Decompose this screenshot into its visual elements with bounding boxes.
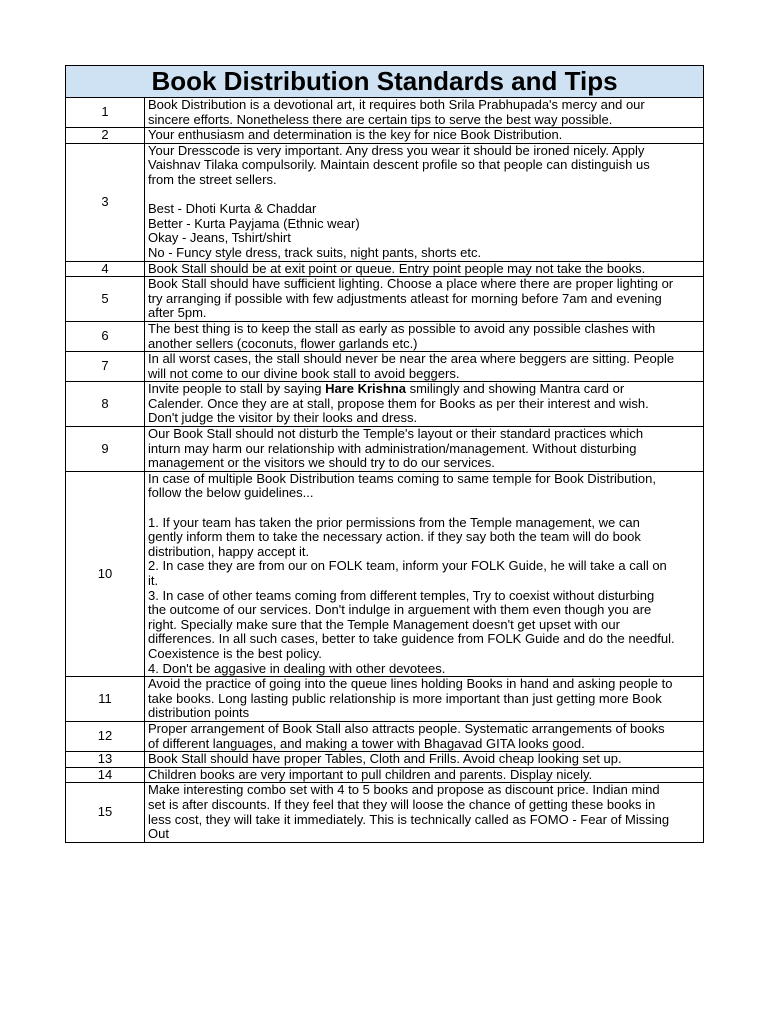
tip-line: sincere efforts. Nonetheless there are certain tips to serve the best way possible. [148, 111, 613, 127]
tip-line: set is after discounts. If they feel that they will loose the chance of getting these books in [148, 796, 656, 812]
tip-text [145, 143, 704, 261]
tip-text [145, 783, 704, 842]
tip-line: Out [148, 826, 169, 842]
tip-line: follow the below guidelines... [148, 485, 314, 501]
tip-line: another sellers (coconuts, flower garlands etc.) [148, 335, 418, 351]
table-row [66, 321, 704, 351]
tip-text [145, 277, 704, 322]
row-number: 3 [66, 143, 145, 261]
tip-line: Book Distribution is a devotional art, it requires both Srila Prabhupada's mercy and our [148, 97, 645, 112]
tip-line: distribution points [148, 705, 250, 721]
tip-text [145, 382, 704, 427]
tip-line: 2. In case they are from our on FOLK team, inform your FOLK Guide, he will take a call on [148, 558, 667, 574]
tip-line: management or the visitors we should try to do our services. [148, 455, 495, 471]
tip-text [145, 261, 704, 277]
row-number: 9 [66, 427, 145, 472]
tips-table [65, 65, 704, 843]
table-row [66, 98, 704, 128]
tip-line: Your enthusiasm and determination is the key for nice Book Distribution. [148, 127, 563, 143]
tip-text [145, 752, 704, 768]
tip-line: Don't judge the visitor by their looks and dress. [148, 410, 418, 426]
tip-line: Best - Dhoti Kurta & Chaddar [148, 201, 317, 217]
table-row [66, 277, 704, 322]
tip-text [145, 352, 704, 382]
tip-line [148, 501, 701, 516]
tip-line: of different languages, and making a tower with Bhagavad GITA looks good. [148, 735, 585, 751]
table-row [66, 261, 704, 277]
tip-line: In all worst cases, the stall should never be near the area where beggers are sitting. People [148, 351, 675, 367]
tip-line: after 5pm. [148, 305, 207, 321]
tip-line: Vaishnav Tilaka compulsorily. Maintain descent profile so that people can distinguish us [148, 157, 650, 173]
tip-line: right. Specially make sure that the Temple Management doesn't get upset with our [148, 616, 620, 632]
row-number: 15 [66, 783, 145, 842]
tip-line: will not come to our divine book stall to avoid beggers. [148, 365, 460, 381]
tip-text [145, 98, 704, 128]
tip-line: take books. Long lasting public relationship is more important than just getting more Book [148, 690, 662, 706]
tip-line: Children books are very important to pull children and parents. Display nicely. [148, 766, 593, 782]
row-number: 13 [66, 752, 145, 768]
table-row [66, 767, 704, 783]
tip-text [145, 471, 704, 676]
tip-line: the outcome of our services. Don't indulge in arguement with them even though you are [148, 602, 652, 618]
tip-line: No - Funcy style dress, track suits, night pants, shorts etc. [148, 244, 482, 260]
table-row [66, 783, 704, 842]
tip-line: differences. In all such cases, better to take guidence from FOLK Guide and do the needful. [148, 631, 675, 647]
row-number: 10 [66, 471, 145, 676]
tip-line: Our Book Stall should not disturb the Temple's layout or their standard practices which [148, 426, 644, 442]
tip-line: The best thing is to keep the stall as early as possible to avoid any possible clashes with [148, 320, 656, 336]
tip-line: 4. Don't be aggasive in dealing with other devotees. [148, 660, 446, 676]
tip-line: gently inform them to take the necessary action. if they say both the team will do book [148, 529, 641, 545]
row-number: 4 [66, 261, 145, 277]
tip-line: Invite people to stall by saying Hare Krishna smilingly and showing Mantra card or [148, 381, 625, 397]
tip-line: try arranging if possible with few adjustments atleast for morning before 7am and evening [148, 290, 662, 306]
tip-line: Book Stall should be at exit point or queue. Entry point people may not take the books. [148, 260, 646, 276]
tip-line: In case of multiple Book Distribution teams coming to same temple for Book Distribution, [148, 470, 656, 486]
tip-text [145, 427, 704, 472]
table-row [66, 471, 704, 676]
tip-text [145, 767, 704, 783]
tip-line: Your Dresscode is very important. Any dress you wear it should be ironed nicely. Apply [148, 142, 645, 158]
sheet-title: Book Distribution Standards and Tips [66, 66, 704, 98]
row-number: 14 [66, 767, 145, 783]
row-number: 7 [66, 352, 145, 382]
table-row [66, 128, 704, 144]
table-row [66, 427, 704, 472]
tip-text [145, 721, 704, 751]
tip-line: from the street sellers. [148, 171, 277, 187]
tip-line: 1. If your team has taken the prior permissions from the Temple management, we can [148, 514, 640, 530]
row-number: 5 [66, 277, 145, 322]
row-number: 8 [66, 382, 145, 427]
tip-line: inturn may harm our relationship with administration/management. Without disturbing [148, 440, 637, 456]
tip-line: Proper arrangement of Book Stall also attracts people. Systematic arrangements of books [148, 720, 665, 736]
tip-line: Better - Kurta Payjama (Ethnic wear) [148, 215, 360, 231]
tip-text [145, 128, 704, 144]
table-row [66, 721, 704, 751]
table-row [66, 382, 704, 427]
tip-line: Coexistence is the best policy. [148, 645, 322, 661]
row-number: 6 [66, 321, 145, 351]
row-number: 12 [66, 721, 145, 751]
tip-line: Book Stall should have sufficient lighting. Choose a place where there are proper lighting or [148, 276, 674, 292]
table-row [66, 677, 704, 722]
tips-table-body [66, 66, 704, 843]
emphasis: Hare Krishna [325, 381, 406, 397]
tip-line [148, 188, 701, 203]
tip-line: less cost, they will take it immediately. This is technically called as FOMO - Fear of Missing [148, 811, 670, 827]
tip-text [145, 677, 704, 722]
tip-line: Calender. Once they are at stall, propose them for Books as per their interest and wish. [148, 395, 649, 411]
tip-line: it. [148, 573, 159, 588]
tip-line: 3. In case of other teams coming from different temples, Try to coexist without disturbing [148, 587, 655, 603]
tip-line: Make interesting combo set with 4 to 5 books and propose as discount price. Indian mind [148, 782, 660, 798]
row-number: 11 [66, 677, 145, 722]
row-number: 2 [66, 128, 145, 144]
tip-line: Avoid the practice of going into the queue lines holding Books in hand and asking people to [148, 676, 673, 692]
title-row [66, 66, 704, 98]
table-row [66, 352, 704, 382]
table-row [66, 143, 704, 261]
tip-line: Okay - Jeans, Tshirt/shirt [148, 230, 291, 246]
row-number: 1 [66, 98, 145, 128]
tip-line: distribution, happy accept it. [148, 543, 310, 559]
tip-line: Book Stall should have proper Tables, Cloth and Frills. Avoid cheap looking set up. [148, 751, 622, 767]
tip-text [145, 321, 704, 351]
table-row [66, 752, 704, 768]
